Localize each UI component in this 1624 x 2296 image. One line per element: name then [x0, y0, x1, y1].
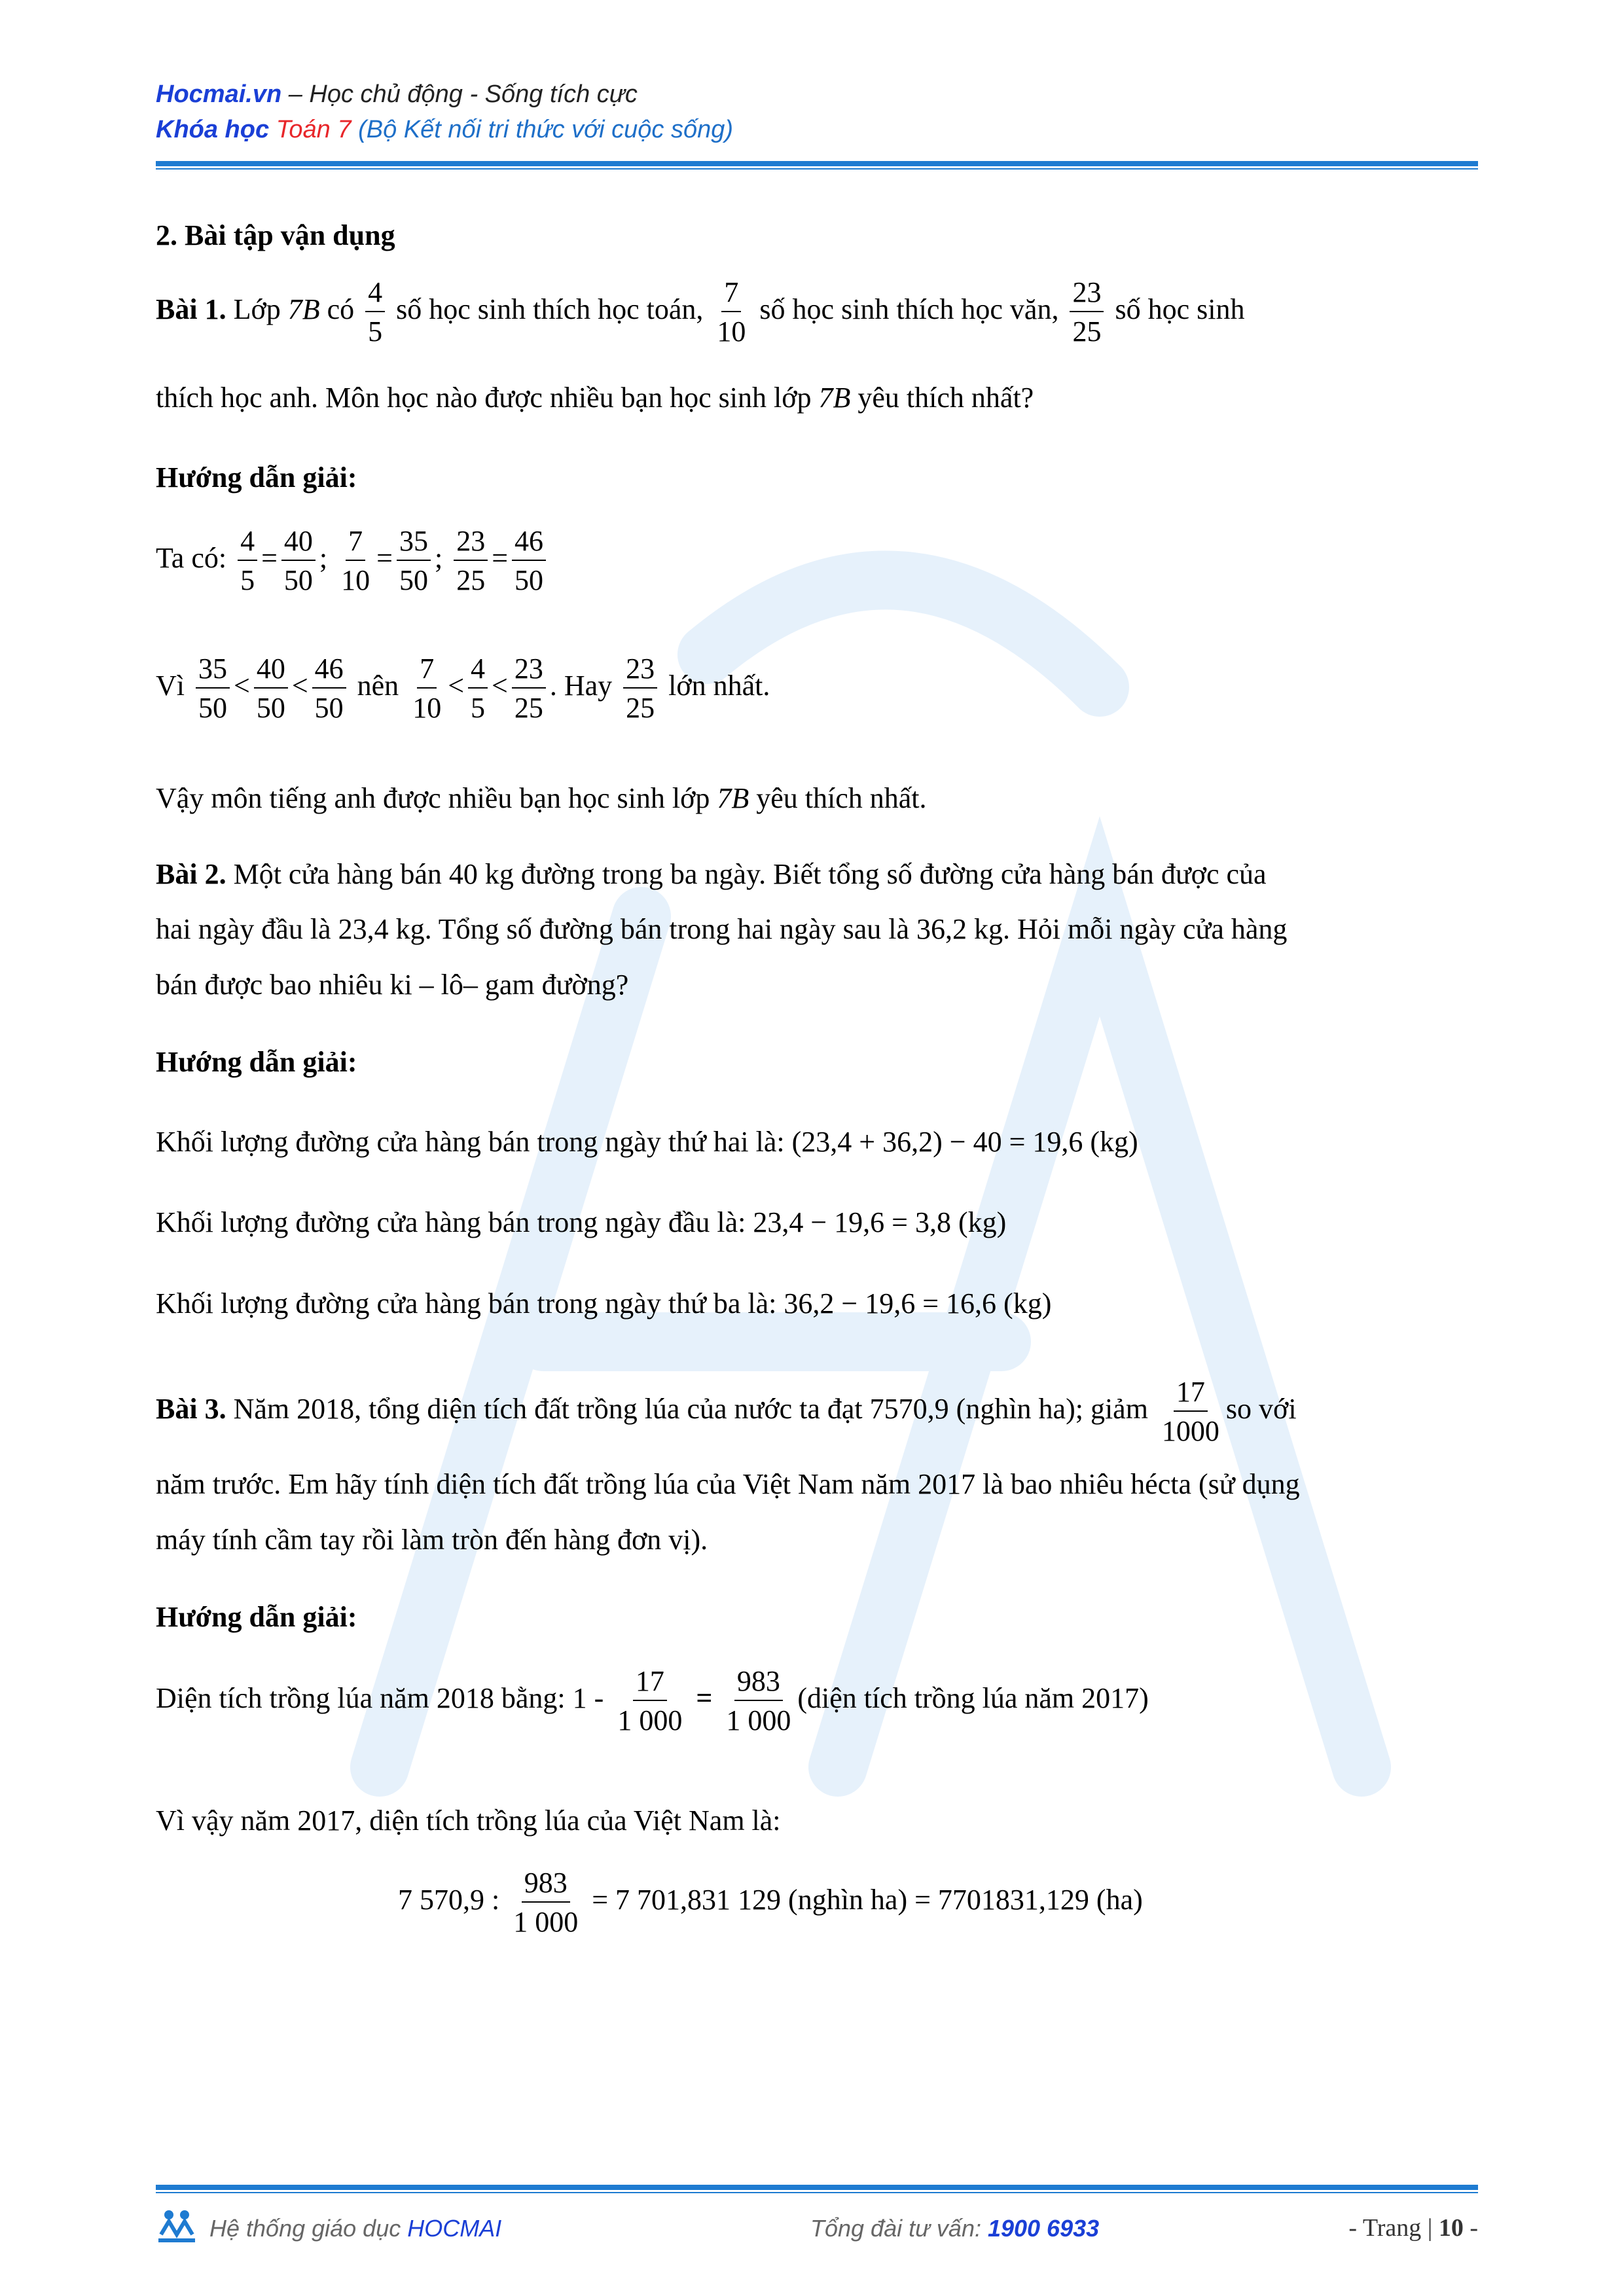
- header-line-1: [156, 77, 1478, 111]
- footer-system: [209, 2215, 501, 2242]
- fraction: [714, 278, 748, 346]
- bai2-step1: Khối lượng đường cửa hàng bán trong ngày thứ hai là: (23,4 + 36,2) − 40 = 19,6 (kg): [156, 1126, 1138, 1158]
- bai2-line3: bán được bao nhiêu ki – lô– gam đường?: [156, 969, 629, 1001]
- denominator: 50: [283, 564, 313, 596]
- header-divider-thin: [156, 168, 1478, 170]
- step-text: Diện tích trồng lúa năm 2018 bằng: 1 -: [156, 1682, 611, 1715]
- numerator: 46: [512, 527, 546, 561]
- bai1-step2: Vì $\frac{35}{50}$ < $\frac{40}{50}$ < $\frac{46}{50}$ nên $\frac{7}{10}$ < $\frac{4}{5}$ < $\frac{23}{25}$ . Hay $\frac{23}{25}$ lớn nhất.: [156, 653, 770, 724]
- page-header: [156, 77, 1478, 148]
- fraction: [1070, 278, 1104, 346]
- bai2-text: Một cửa hàng bán 40 kg đường trong ba ngày. Biết tổng số đường cửa hàng bán được của: [226, 858, 1267, 890]
- course-subject: Toán 7: [276, 116, 352, 143]
- fraction: [454, 527, 488, 595]
- bai3-text: Năm 2018, tổng diện tích đất trồng lúa của nước ta đạt 7570,9 (nghìn ha); giảm: [226, 1393, 1155, 1426]
- step-text: = 7 701,831 129 (nghìn ha) = 7701831,129 (ha): [585, 1884, 1143, 1916]
- numerator: 7: [346, 527, 365, 561]
- bai3-line3: máy tính cầm tay rồi làm tròn đến hàng đơn vị).: [156, 1524, 708, 1556]
- bai2-line2: hai ngày đầu là 23,4 kg. Tổng số đường bán trong hai ngày sau là 36,2 kg. Hỏi mỗi ngày cửa hàng: [156, 913, 1288, 945]
- page-suffix: -: [1463, 2214, 1478, 2242]
- denominator: 5: [471, 692, 486, 724]
- page-number: [1348, 2214, 1478, 2242]
- bai2-step3: Khối lượng đường cửa hàng bán trong ngày thứ ba là: 36,2 − 19,6 = 16,6 (kg): [156, 1287, 1052, 1319]
- course-book: (Bộ Kết nối tri thức với cuộc sống): [351, 116, 734, 143]
- step-text: 7 570,9 :: [398, 1884, 507, 1916]
- fraction: [512, 527, 546, 595]
- denominator: 50: [198, 692, 227, 724]
- denominator: 25: [1072, 315, 1102, 348]
- denominator: 1 000: [513, 1906, 579, 1938]
- step-text: lớn nhất.: [661, 670, 770, 702]
- fraction: [468, 655, 488, 723]
- footer-system-text: Hệ thống giáo dục: [209, 2215, 408, 2242]
- page-num: 10: [1438, 2214, 1464, 2242]
- numerator: 23: [512, 655, 546, 689]
- step-text: Vì: [156, 670, 192, 702]
- fraction: [623, 655, 657, 723]
- denominator: 25: [514, 692, 543, 724]
- bai3-label: Bài 3.: [156, 1393, 226, 1426]
- numerator: 46: [312, 655, 346, 689]
- fraction: [410, 655, 444, 723]
- numerator: 4: [468, 655, 488, 689]
- numerator: 983: [522, 1869, 570, 1903]
- fraction: [238, 527, 257, 595]
- step-text: nên: [350, 670, 406, 702]
- hotline-label: Tổng đài tư vấn:: [810, 2215, 988, 2242]
- section-title: 2. Bài tập vận dụng: [156, 219, 395, 251]
- header-divider: [156, 161, 1478, 166]
- bai3-line2: năm trước. Em hãy tính diện tích đất trồng lúa của Việt Nam năm 2017 là bao nhiêu hécta (sử dụng: [156, 1468, 1300, 1500]
- numerator: 40: [281, 527, 316, 561]
- denominator: 25: [456, 564, 486, 596]
- fraction: [723, 1667, 793, 1735]
- step-text: (diện tích trồng lúa năm 2017): [797, 1682, 1149, 1715]
- bai3-guide-heading: Hướng dẫn giải:: [156, 1601, 357, 1633]
- bai1-text: có: [319, 293, 362, 326]
- bai1-step1: Ta có: $\frac{4}{5}$ = $\frac{40}{50}$ ; $\frac{7}{10}$ = $\frac{35}{50}$ ; $\frac{23}{25}$ = $\frac{46}{50}$: [156, 527, 550, 595]
- footer-brand[interactable]: HOCMAI: [407, 2215, 502, 2242]
- numerator: 23: [454, 527, 488, 561]
- fraction: [512, 655, 546, 723]
- denominator: 50: [399, 564, 428, 596]
- bai2-guide-heading: Hướng dẫn giải:: [156, 1046, 357, 1078]
- denominator: 5: [240, 564, 255, 596]
- bai1-text: số học sinh thích học văn,: [752, 293, 1066, 326]
- numerator: 7: [721, 278, 741, 312]
- denominator: 10: [341, 564, 370, 596]
- bai2-label: Bài 2.: [156, 858, 226, 890]
- fraction: [397, 527, 431, 595]
- class-name: 7B: [818, 382, 851, 414]
- conclusion-text: Vậy môn tiếng anh được nhiều bạn học sinh lớp: [156, 782, 717, 814]
- fraction: [365, 278, 385, 346]
- hotline-number[interactable]: 1900 6933: [987, 2215, 1100, 2242]
- bai1-label: Bài 1.: [156, 293, 226, 326]
- denominator: 50: [514, 564, 544, 596]
- fraction: [1159, 1378, 1222, 1446]
- bai1-text: Lớp: [226, 293, 288, 326]
- page-prefix: - Trang |: [1348, 2214, 1439, 2242]
- fraction: [281, 527, 316, 595]
- denominator: 1 000: [617, 1704, 683, 1736]
- denominator: 10: [412, 692, 442, 724]
- fraction: [312, 655, 346, 723]
- denominator: 50: [314, 692, 344, 724]
- bai1-guide-heading: Hướng dẫn giải:: [156, 461, 357, 493]
- numerator: 4: [365, 278, 385, 312]
- bai1-line1: [156, 278, 1244, 346]
- bai1-conclusion: [156, 779, 927, 818]
- step-text: . Hay: [549, 670, 620, 702]
- fraction: [511, 1869, 581, 1937]
- bai1-line2: [156, 378, 1034, 418]
- bai2-step2: Khối lượng đường cửa hàng bán trong ngày đầu là: 23,4 − 19,6 = 3,8 (kg): [156, 1206, 1007, 1238]
- denominator: 1 000: [726, 1704, 791, 1736]
- fraction: [615, 1667, 685, 1735]
- brand-name[interactable]: Hocmai.vn: [156, 81, 282, 108]
- denominator: 25: [626, 692, 655, 724]
- bai3-step2: Vì vậy năm 2017, diện tích trồng lúa của Việt Nam là:: [156, 1804, 781, 1837]
- numerator: 17: [1174, 1378, 1208, 1412]
- footer-divider: [156, 2185, 1478, 2190]
- fraction: [254, 655, 288, 723]
- bai3-step3: [398, 1869, 1143, 1937]
- equals-sign: =: [689, 1682, 720, 1715]
- bai1-text: số học sinh thích học toán,: [389, 293, 711, 326]
- fraction: [196, 655, 230, 723]
- numerator: 17: [633, 1667, 667, 1701]
- bai1-text: yêu thích nhất?: [850, 382, 1034, 414]
- numerator: 35: [397, 527, 431, 561]
- bai1-text: thích học anh. Môn học nào được nhiều bạn học sinh lớp: [156, 382, 819, 414]
- numerator: 23: [623, 655, 657, 689]
- bai1-text: số học sinh: [1108, 293, 1245, 326]
- denominator: 50: [256, 692, 285, 724]
- class-name: 7B: [717, 782, 749, 814]
- bai3-text: so với: [1225, 1393, 1297, 1426]
- bai3-step1: [156, 1667, 1149, 1735]
- conclusion-text: yêu thích nhất.: [749, 782, 927, 814]
- step-text: Ta có:: [156, 542, 234, 575]
- fraction: [338, 527, 372, 595]
- bai3-line1: [156, 1378, 1297, 1446]
- numerator: 23: [1070, 278, 1104, 312]
- numerator: 4: [238, 527, 257, 561]
- denominator: 5: [368, 315, 383, 348]
- bai2-line1: [156, 855, 1267, 894]
- numerator: 40: [254, 655, 288, 689]
- denominator: 1000: [1161, 1415, 1219, 1447]
- footer-hotline: [810, 2215, 1099, 2242]
- denominator: 10: [717, 315, 746, 348]
- class-name: 7B: [287, 293, 320, 326]
- course-prefix: Khóa học: [156, 116, 276, 143]
- header-line-2: [156, 111, 1478, 148]
- page-footer: [156, 2200, 1478, 2253]
- numerator: 7: [417, 655, 437, 689]
- numerator: 983: [734, 1667, 783, 1701]
- footer-divider-thin: [156, 2192, 1478, 2193]
- slogan: – Học chủ động - Sống tích cực: [281, 81, 638, 108]
- hocmai-logo-icon: [156, 2206, 198, 2248]
- numerator: 35: [196, 655, 230, 689]
